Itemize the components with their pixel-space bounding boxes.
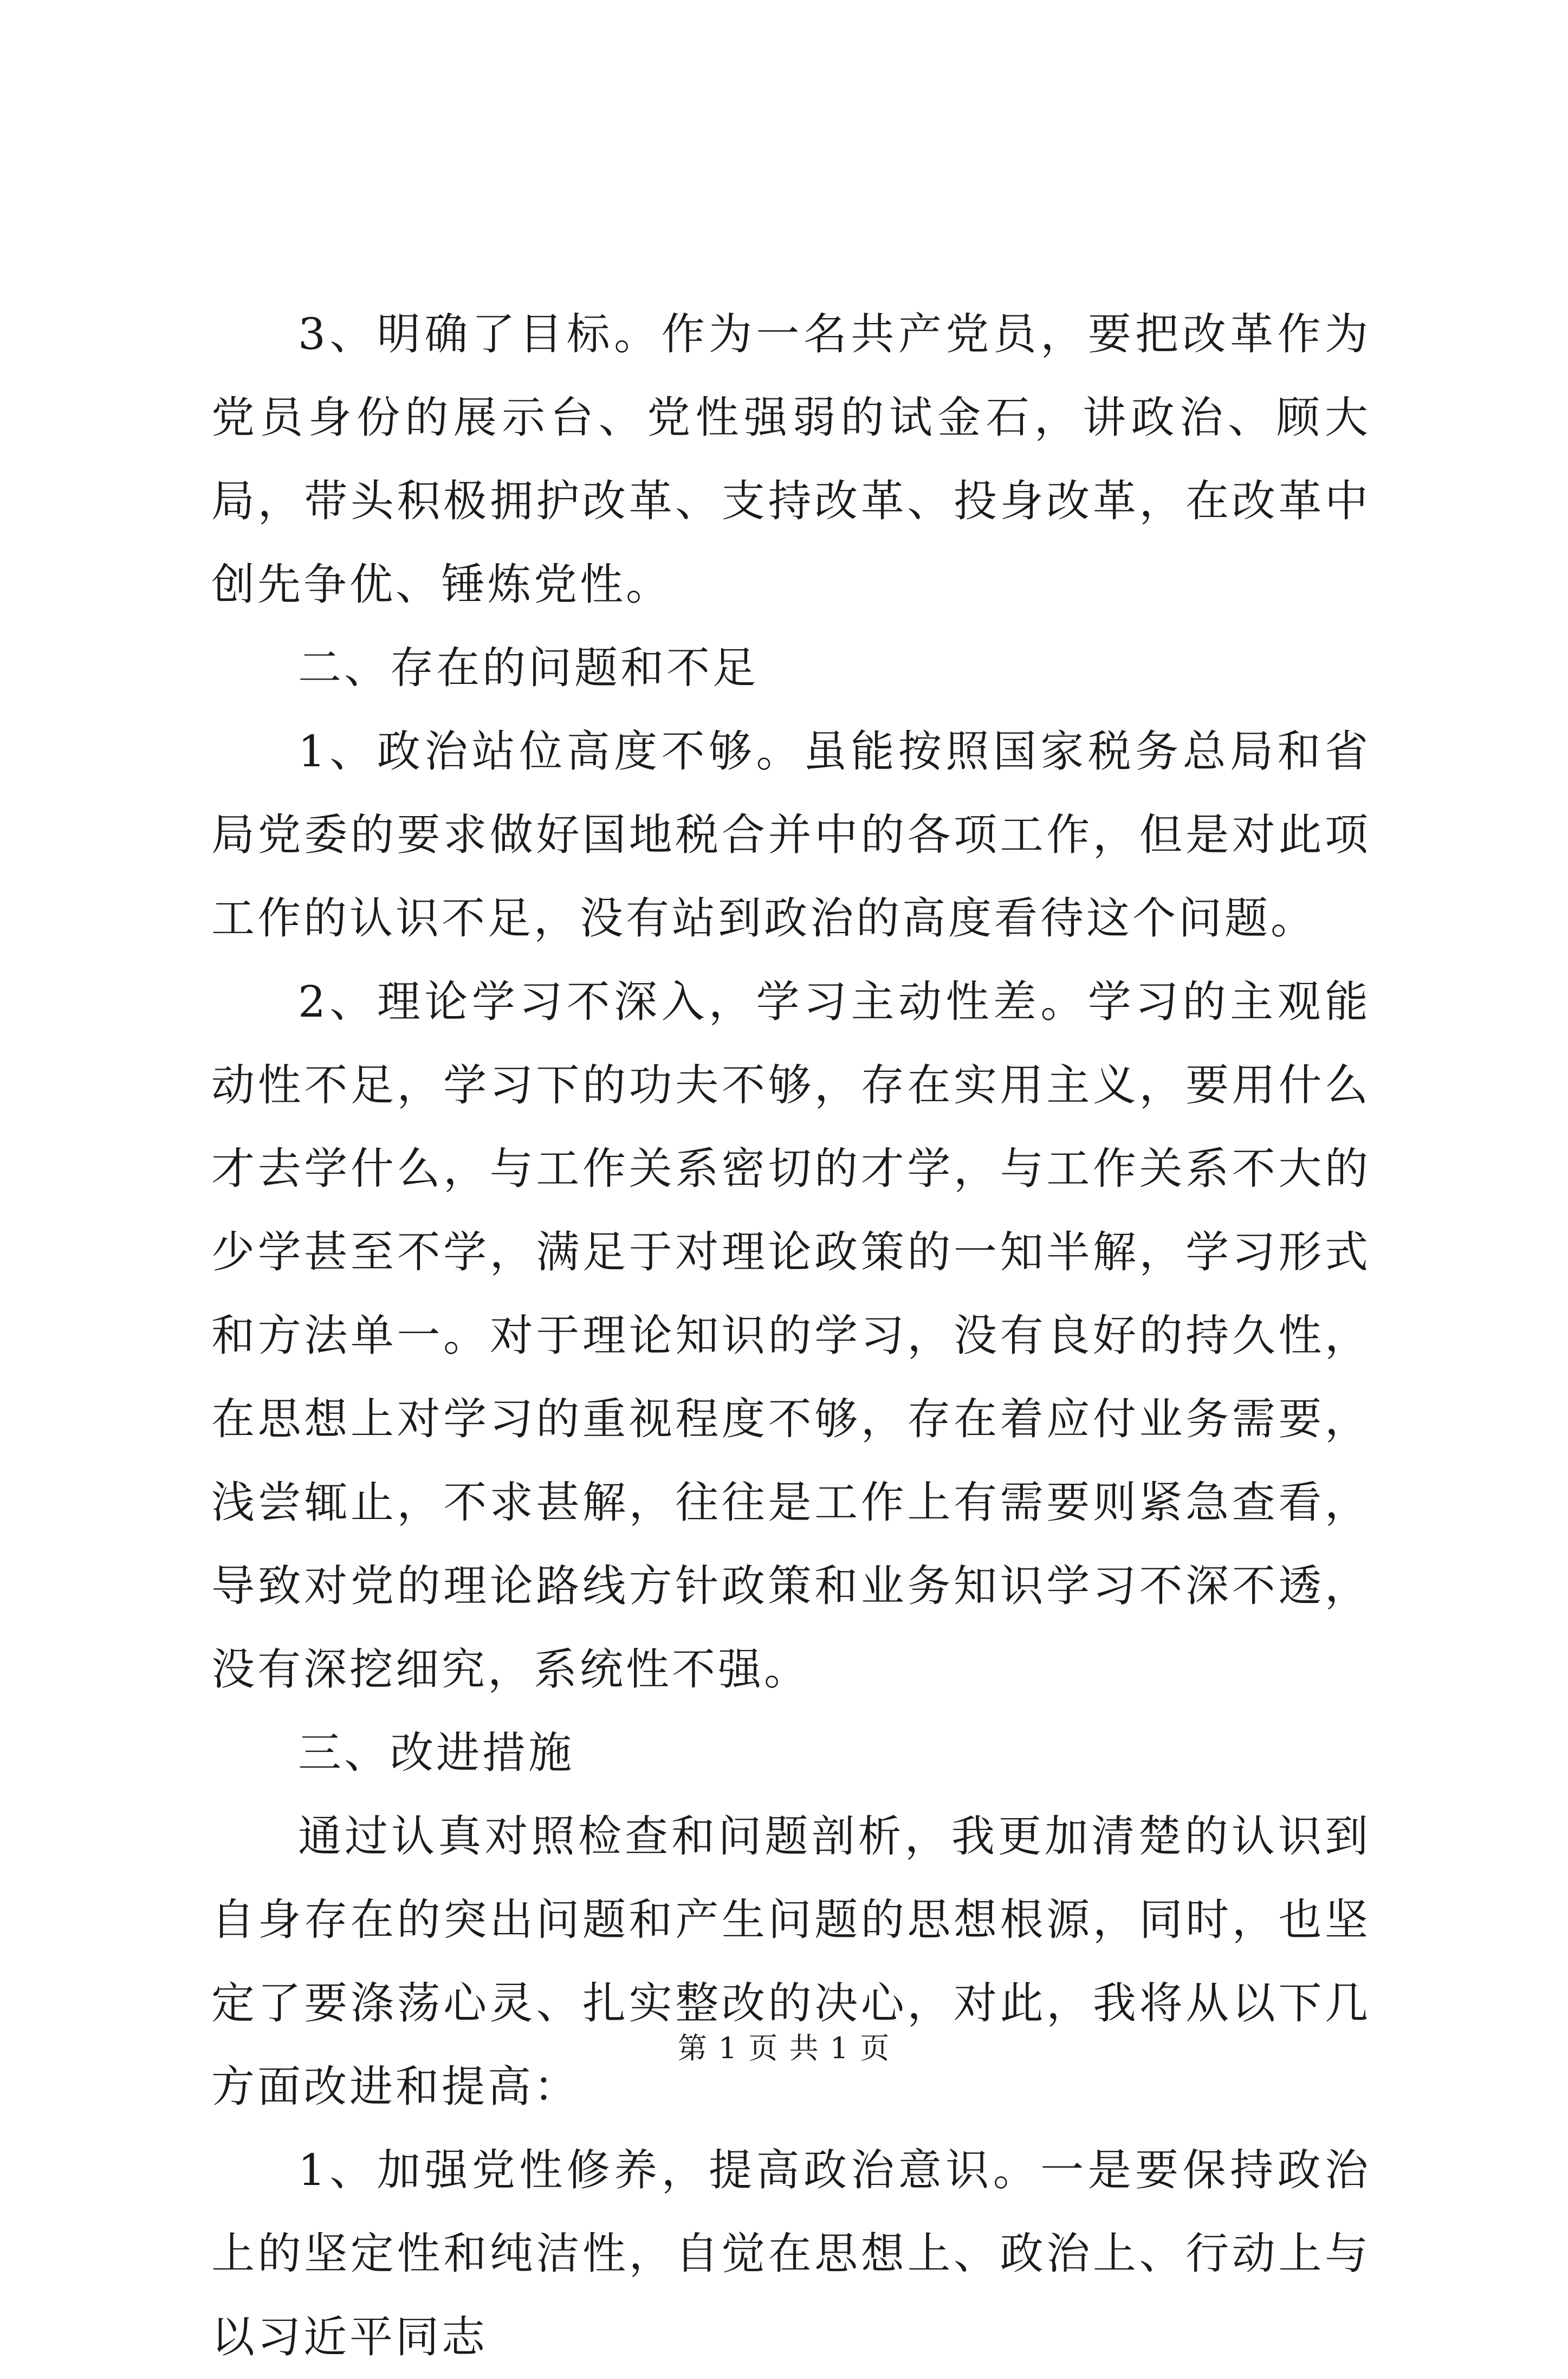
paragraph-party-spirit: 1、加强党性修养，提高政治意识。一是要保持政治上的坚定性和纯洁性，自觉在思想上、政治上、行动上与以习近平同志 <box>211 2145 1371 2362</box>
paragraph-self-review: 通过认真对照检查和问题剖析，我更加清楚的认识到自身存在的突出问题和产生问题的思想根源，同时，也坚定了要涤荡心灵、扎实整改的决心，对此，我将从以下几方面改进和提高： <box>211 1811 1371 2112</box>
paragraph-theory-study: 2、理论学习不深入，学习主动性差。学习的主观能动性不足，学习下的功夫不够，存在实用主义，要用什么才去学什么，与工作关系密切的才学，与工作关系不大的少学甚至不学，满足于对理论政策的一知半解，学习形式和方法单一。对于理论知识的学习，没有良好的持久性，在思想上对学习的重视程度不够，存在着应付业务需要，浅尝辄止，不求甚解，往往是工作上有需要则紧急查看，导致对党的理论路线方针政策和业务知识学习不深不透，没有深挖细究，系统性不强。 <box>211 977 1371 1695</box>
page-footer: 第 1 页 共 1 页 <box>677 2031 891 2065</box>
paragraph-political-stance: 1、政治站位高度不够。虽能按照国家税务总局和省局党委的要求做好国地税合并中的各项工作，但是对此项工作的认识不足，没有站到政治的高度看待这个问题。 <box>211 726 1371 943</box>
section-heading-problems: 二、存在的问题和不足 <box>298 643 759 693</box>
paragraph-goal: 3、明确了目标。作为一名共产党员，要把改革作为党员身份的展示台、党性强弱的试金石，讲政治、顾大局，带头积极拥护改革、支持改革、投身改革，在改革中创先争优、锤炼党性。 <box>211 309 1371 610</box>
section-heading-measures: 三、改进措施 <box>298 1728 574 1778</box>
